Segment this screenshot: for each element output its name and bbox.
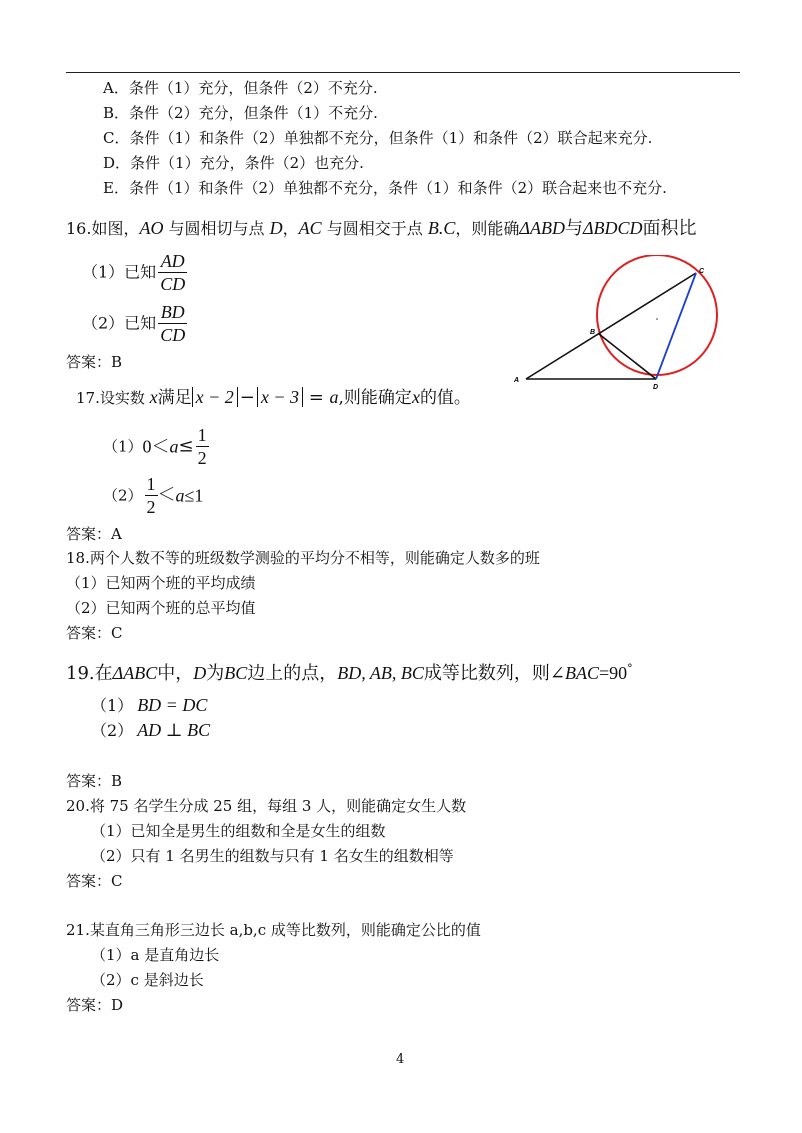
q16-answer: 答案：B <box>66 353 123 371</box>
q20-title: 20.将 75 名学生分成 25 组，每组 3 人，则能确定女生人数 <box>66 797 467 815</box>
q16-line-ac <box>526 273 696 379</box>
q16-condition-2: （2）已知 $\frac{BD}{CD}$ <box>82 302 186 345</box>
option-a: A．条件（1）充分，但条件（2）不充分. <box>103 79 378 97</box>
q21-title: 21.某直角三角形三边长 a,b,c 成等比数列，则能确定公比的值 <box>66 921 481 939</box>
q16-line-bd <box>599 334 656 379</box>
q16-figure <box>510 255 730 390</box>
q21-answer: 答案：D <box>66 996 124 1014</box>
q16-c1-fraction: $\frac{AD}{CD}$ <box>160 251 186 294</box>
option-c: C．条件（1）和条件（2）单独都不充分，但条件（1）和条件（2）联合起来充分. <box>103 129 653 147</box>
q21-condition-2: （2）c 是斜边长 <box>91 971 204 989</box>
q17-c1-fraction: $\frac{1}{2}$ <box>197 425 207 468</box>
q19-condition-1: （1） BD = DC <box>91 695 208 715</box>
option-e: E．条件（1）和条件（2）单独都不充分，条件（1）和条件（2）联合起来也不充分. <box>103 179 667 197</box>
page-number: 4 <box>396 1052 405 1067</box>
q16-title: 16.如图，AO 与圆相切与点 D，AC 与圆相交于点 B.C，则能确ΔABD与ΔBDCD面积比 <box>66 218 697 239</box>
q17-condition-2: （2） $\frac{1}{2}$ ＜a≤1 <box>103 474 204 517</box>
q20-condition-1: （1）已知全是男生的组数和全是女生的组数 <box>91 822 386 840</box>
header-rule <box>66 72 740 73</box>
q17-abs-2: x − 3 <box>257 387 303 407</box>
q16-line-cd <box>656 273 696 379</box>
q16-center-dot <box>656 318 658 320</box>
q16-label-c: C <box>699 268 705 275</box>
q20-answer: 答案：C <box>66 872 123 890</box>
option-d: D．条件（1）充分，条件（2）也充分. <box>103 154 364 172</box>
q16-label-b: B <box>590 329 596 336</box>
q17-title: 17.设实数 x满足 x − 2 − x − 3 = a,则能确定x的值。 <box>76 387 471 408</box>
option-b: B．条件（2）充分，但条件（1）不充分. <box>103 104 378 122</box>
q16-label-a: A <box>514 377 520 384</box>
q20-condition-2: （2）只有 1 名男生的组数与只有 1 名女生的组数相等 <box>91 847 454 865</box>
q19-condition-2: （2） AD ⊥ BC <box>91 720 211 740</box>
q17-c2-fraction: $\frac{1}{2}$ <box>146 474 156 517</box>
q16-label-d: D <box>653 384 659 390</box>
q18-condition-2: （2）已知两个班的总平均值 <box>66 599 256 617</box>
q19-answer: 答案：B <box>66 772 123 790</box>
q18-condition-1: （1）已知两个班的平均成绩 <box>66 574 256 592</box>
q17-answer: 答案：A <box>66 525 122 543</box>
q16-condition-1: （1）已知 $\frac{AD}{CD}$ <box>82 251 186 294</box>
q16-c2-fraction: $\frac{BD}{CD}$ <box>160 302 186 345</box>
q18-title: 18.两个人数不等的班级数学测验的平均分不相等，则能确定人数多的班 <box>66 549 540 567</box>
q17-abs-1: x − 2 <box>192 387 238 407</box>
q17-condition-1: （1）0＜a≤ $\frac{1}{2}$ <box>103 425 207 468</box>
q21-condition-1: （1）a 是直角边长 <box>91 946 220 964</box>
q18-answer: 答案：C <box>66 624 123 642</box>
q19-title: 19.在ΔABC中，D为BC边上的点，BD, AB, BC成等比数列，则∠BAC=90° <box>66 662 633 684</box>
